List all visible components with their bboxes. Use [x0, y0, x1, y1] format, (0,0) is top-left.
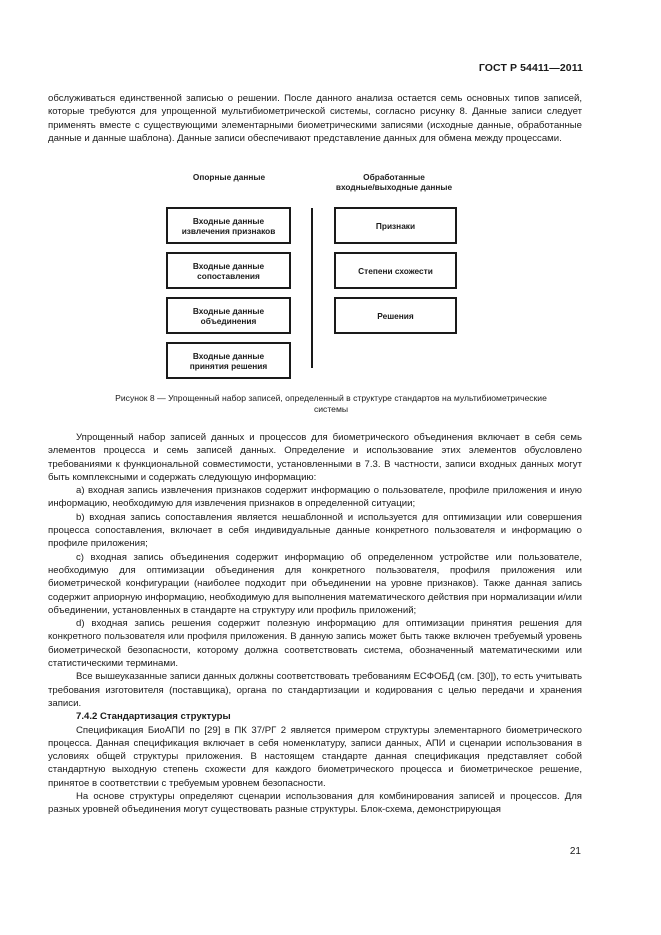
right-column-title-line2: входные/выходные данные [335, 182, 453, 192]
box-feature-extraction-input [166, 207, 291, 244]
paragraph: Все вышеуказанные записи данных должны соответствовать требованиям ЕСФОБД (см. [30]), то есть учитывать требования изготовителя (поставщика), органа по стандартизации и кодирования с целью передачи и хранения записи. [48, 671, 582, 709]
box-line: Входные данные [192, 215, 265, 226]
box-decisions [334, 297, 457, 334]
caption-line2: системы [313, 404, 349, 414]
figure-caption [48, 393, 614, 415]
box-decision-input [166, 342, 291, 379]
caption-line1: Рисунок 8 — Упрощенный набор записей, определенный в структуре стандартов на мультибиометрические [115, 393, 547, 403]
box-line: принятия решения [189, 360, 268, 371]
left-column-title: Опорные данные [192, 172, 266, 182]
list-item-b: b) входная запись сопоставления является нешаблонной и используется для оптимизации или совершения процесса сопоставления, включает в себя индивидуальные данные конкретного пользователя и информацию о профиле приложения; [48, 511, 582, 550]
paragraph: Спецификация БиоАПИ по [29] в ПК 37/РГ 2 является примером структуры элементарного биометрического процесса. Данная спецификация включает в себя номенклатуру, записи данных, АПИ и сценарии использования в условиях общей структуры приложения. В настоящем стандарте данная спецификация представляет собой стандартную выходную степень схожести для каждого биометрического процесса и биометрическое решение, принятое в соответствии с требуемым уровнем безопасности. [48, 724, 582, 789]
box-similarity-scores [334, 252, 457, 289]
list-item-a: a) входная запись извлечения признаков содержит информацию о пользователе, профиле приложения и иную информацию, необходимую для извлечения признаков в определенной ситуации; [48, 485, 582, 510]
box-fusion-input [166, 297, 291, 334]
box-comparison-input [166, 252, 291, 289]
list-item-d: d) входная запись решения содержит полезную информацию для оптимизации принятия решения для конкретного пользователя или профиля приложения. В данную запись может быть также включен требуемый уровень биометрической безопасности, которому должна соответствовать система, обозначенный математическими или статистическими терминами. [48, 618, 582, 670]
page-number: 21 [569, 846, 581, 857]
body-text [48, 431, 582, 817]
box-line: Степени схожести [358, 265, 433, 276]
standard-header: ГОСТ Р 54411—2011 [478, 62, 583, 74]
box-line: Решения [377, 310, 414, 321]
paragraph: Упрощенный набор записей данных и процессов для биометрического объединения включает в себя семь элементов процесса и семь записей данных. Определение и использование этих элементов обусловлено требованиями к функциональной совместимости, установленными в 7.3. В частности, записи входных данных могут быть комплексными и содержать следующую информацию: [48, 432, 582, 483]
box-line: Входные данные [192, 260, 265, 271]
right-column-title-line1: Обработанные [363, 172, 425, 182]
list-item-c: c) входная запись объединения содержит информацию об определенном устройстве или пользователе, необходимую для оптимизации объединения для конкретного пользователя, профиля приложения или биометрической конфигурации (наиболее подходит при объединении на уровне признаков). Также данная запись содержит априорную информацию, необходимую для выполнения математического действия при нормализации и/или объединении, установленных в стандарте на структуру или профиль приложений; [48, 551, 582, 616]
box-line: Признаки [375, 220, 416, 231]
box-line: Входные данные [192, 350, 265, 361]
box-line: объединения [200, 315, 257, 326]
column-divider [311, 208, 313, 368]
intro-paragraph: обслуживаться единственной записью о решении. После данного анализа остается семь основных типов записей, которые требуются для упрощенной мультибиометрической системы, согласно рисунку 8. Данные записи следует применять вместе с существующими элементарными биометрическими записями (исходные данные, обработанные данные и данные шаблона). Данные записи обеспечивают представление данных для обмена между процессами. [48, 93, 582, 144]
paragraph: На основе структуры определяют сценарии использования для комбинирования записей и процессов. Для разных уровней объединения могут существовать разные структуры. Блок-схема, демонстрирующая [48, 791, 582, 816]
box-line: извлечения признаков [181, 225, 276, 236]
section-heading: 7.4.2 Стандартизация структуры [76, 711, 231, 723]
right-column-title [318, 172, 470, 192]
intro-text [48, 92, 582, 145]
box-features [334, 207, 457, 244]
box-line: Входные данные [192, 305, 265, 316]
box-line: сопоставления [197, 270, 260, 281]
